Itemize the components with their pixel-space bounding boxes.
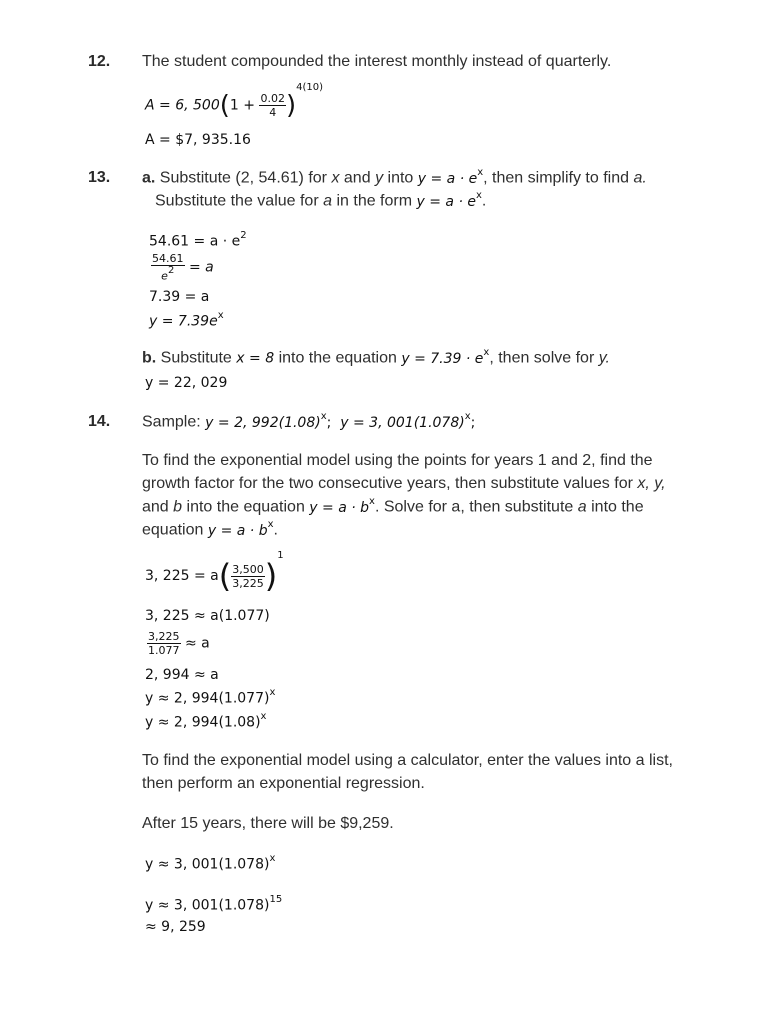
q14-result-1-text: y ≈ 3, 001(1.078) (145, 856, 270, 873)
q13a-text-into: into (387, 169, 414, 187)
q13a-line-2 (155, 192, 486, 211)
q12-eq1-exponent: 4(10) (296, 81, 323, 93)
q13b-text-post: , then solve for (489, 349, 595, 367)
q13a-line-1 (142, 169, 647, 188)
q13a-l2-period: . (481, 192, 487, 210)
q14-sample-eq-2: y = 3, 001(1.078) (340, 414, 465, 431)
q13b-var-y: y. (598, 349, 610, 367)
q14-result-1 (145, 855, 275, 873)
q13-step-4-text: y = 7.39e (149, 313, 218, 330)
q14-p3: After 15 years, there will be $9,259. (142, 815, 394, 832)
q14-math-3-rhs: ≈ a (184, 635, 210, 652)
q13-step-1-exp: 2 (240, 230, 247, 241)
q13a-var-y: y (375, 169, 384, 187)
q13b-result: y = 22, 029 (145, 375, 228, 391)
q14-p2-line-1: To find the exponential model using a calculator, enter the values into a list, (142, 752, 673, 769)
q13b-eq-1: x = 8 (236, 350, 275, 367)
q14-p1-l3-var-a: a (577, 498, 587, 516)
q13-step-2-numerator: 54.61 (152, 252, 184, 265)
q14-p1-line-4 (142, 521, 278, 540)
q13a-l2-eq: y = a · e (416, 193, 476, 210)
q14-p1-l2-vars: x, y, (637, 475, 666, 492)
q14-p1-line-2 (142, 475, 666, 493)
q13-step-2-rhs: = a (188, 259, 214, 276)
q13b-eq-2: y = 7.39 · e (401, 350, 484, 367)
q13a-eq-exp: x (477, 167, 484, 178)
q14-math-6 (145, 713, 266, 731)
q13b-label: b. (142, 349, 157, 367)
q14-p1-l3-exp: x (369, 496, 375, 507)
q13-step-3: 7.39 = a (149, 289, 210, 305)
q14-math-1-lhs: 3, 225 = a (145, 568, 219, 584)
q14-p1-l4-period: . (273, 521, 278, 539)
q13-step-2 (151, 252, 214, 283)
q14-p1-l3-var-b: b (173, 498, 183, 516)
q12-equation-1: A = 6, 500(1 + $\frac{0.02}{4}$ )$^{4(10)}$ (145, 81, 323, 121)
q13a-var-a: a. (633, 169, 647, 187)
q14-p1-l4-text: equation (142, 521, 204, 539)
q14-p1-l2-text: growth factor for the two consecutive years, then substitute values for (142, 475, 633, 492)
q14-math-3-denominator: 1.077 (148, 644, 180, 657)
q14-result-2-exp: 15 (269, 894, 283, 905)
q14-p1-l4-exp: x (267, 519, 274, 530)
q13a-l2-var-a: a (323, 192, 333, 210)
q14-p2-line-2: then perform an exponential regression. (142, 775, 425, 792)
q13b-line (142, 349, 610, 368)
q14-math-4: 2, 994 ≈ a (145, 667, 219, 683)
q14-math-5 (145, 689, 275, 707)
question-number-14: 14. (88, 413, 111, 430)
q14-math-3-numerator: 3,225 (148, 630, 180, 643)
q13-step-4-exp: x (217, 310, 224, 321)
question-number-13: 13. (88, 169, 111, 186)
q14-p1-l4-eq: y = a · b (207, 522, 268, 539)
q14-math-1-denominator: 3,225 (232, 576, 264, 590)
q13-step-1-text: 54.61 = a · e (149, 233, 241, 250)
q14-math-3 (147, 630, 210, 657)
q14-result-1-exp: x (269, 853, 276, 864)
q13a-l2-text-mid: in the form (336, 192, 413, 210)
question-number-12: 12. (88, 53, 111, 70)
q14-math-6-text: y ≈ 2, 994(1.08) (145, 714, 261, 731)
q12-explanation: The student compounded the interest monthly instead of quarterly. (142, 53, 612, 70)
q14-math-1: 3, 225 = a( $\frac{3,500}{3,225}$ )$^1$ (145, 550, 284, 595)
q13a-text-and: and (343, 169, 371, 187)
q12-eq1-lhs: A = 6, 500 (145, 97, 220, 114)
q13b-eq-2-exp: x (483, 347, 490, 358)
q14-p1-l3-and: and (142, 498, 169, 516)
q13-step-2-denominator: e (161, 269, 168, 283)
q14-math-6-exp: x (260, 711, 267, 722)
q13b-text-pre: Substitute (160, 349, 232, 367)
q13a-eq: y = a · e (417, 170, 478, 187)
q13-step-1 (149, 232, 247, 250)
q12-eq1-denominator: 4 (269, 106, 277, 119)
q14-math-5-text: y ≈ 2, 994(1.077) (145, 690, 270, 707)
q13a-text: Substitute (2, 54.61) for (159, 169, 327, 187)
q14-sample-eq-2-exp: x (464, 411, 471, 422)
q14-p1-line-3 (142, 498, 644, 517)
q14-p1-l3-eq: y = a · b (309, 499, 370, 516)
q12-eq1-one: 1 + (229, 97, 255, 114)
q13a-var-x: x (331, 169, 340, 187)
q14-math-5-exp: x (269, 687, 276, 698)
q14-math-1-numerator: 3,500 (232, 562, 264, 576)
q13a-l2-eq-exp: x (475, 190, 482, 201)
q14-sample-label: Sample: (142, 413, 201, 431)
q12-eq1-numerator: 0.02 (260, 92, 285, 105)
q14-p1-line-1: To find the exponential model using the points for years 1 and 2, find the (142, 452, 653, 469)
q14-p1-l3-end: into the (591, 498, 644, 516)
q14-sample-eq-1-exp: x (320, 411, 327, 422)
q13a-label: a. (142, 169, 156, 187)
q13a-l2-text: Substitute the value for (155, 192, 319, 210)
q13-step-2-den-exp: 2 (167, 265, 175, 276)
q14-result-3: ≈ 9, 259 (145, 919, 206, 935)
q14-p1-l3-mid: into the equation (186, 498, 305, 516)
q14-math-2: 3, 225 ≈ a(1.077) (145, 608, 270, 624)
q14-result-2-text: y ≈ 3, 001(1.078) (145, 897, 270, 914)
q14-sample-eq-1: y = 2, 992(1.08) (205, 414, 321, 431)
q14-result-2 (145, 896, 282, 914)
q14-sample-line: Sample: y = 2, $992(1.08)^x$; y = 3, $001(1.078)^x$; (142, 411, 476, 431)
q13-step-4 (149, 312, 224, 330)
q14-p1-l3-post: . Solve for a, then substitute (374, 498, 574, 516)
q12-equation-2: A = $7, 935.16 (145, 132, 251, 148)
q13a-text-post: , then simplify to find (483, 169, 629, 187)
q13b-text-mid: into the equation (278, 349, 397, 367)
q14-math-1-exp: 1 (277, 550, 284, 562)
